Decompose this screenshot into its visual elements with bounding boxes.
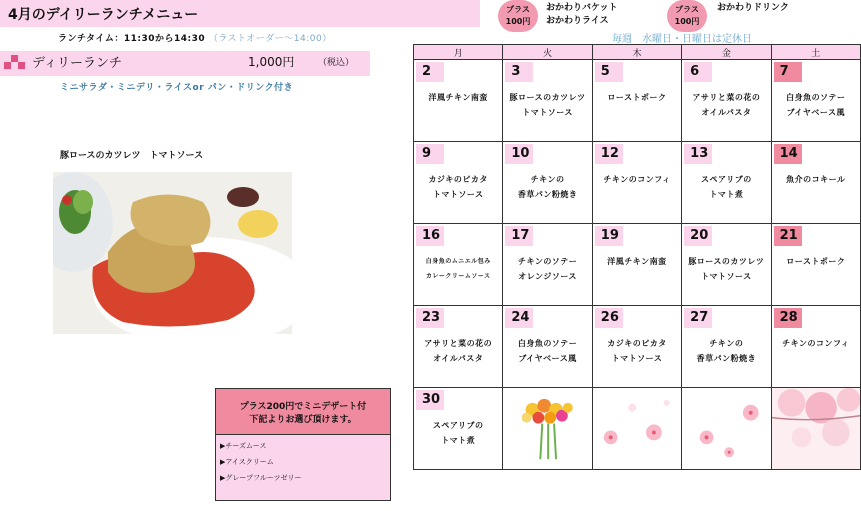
calendar-cell [414,388,503,470]
day-number: 7 [774,62,802,82]
dish-name: 豚ロースのカツレツ トマトソース [509,93,586,117]
day-number: 17 [505,226,533,246]
dish-name: チキンの 香草パン粉焼き [696,339,757,363]
dessert-item: ▶アイスクリーム [220,458,274,466]
calendar-cell [682,306,771,388]
day-number: 23 [416,308,444,328]
dish-name: 白身魚のソテー ブイヤベース風 [517,339,578,363]
dish-name: ローストポーク [786,257,846,266]
day-number: 20 [684,226,712,246]
calendar-cell [771,224,860,306]
refill-item: おかわりバケット [546,3,618,13]
dish-name: 洋風チキン南蛮 [428,93,488,102]
refill-item: おかわりドリンク [717,3,789,13]
dessert-box [215,388,391,501]
day-number: 6 [684,62,712,82]
cherry-blossom-illustration [771,388,860,470]
weekday-header: 土 [771,45,860,60]
day-number: 26 [595,308,623,328]
dish-name: 白身魚のムニエル包み カレークリームソース [425,258,491,280]
flower-bouquet-illustration [503,388,592,470]
daily-includes: ミニサラダ・ミニデリ・ライスor パン・ドリンク付き [60,83,294,93]
day-number: 27 [684,308,712,328]
weekday-header: 火 [503,45,592,60]
weekday-header: 金 [682,45,771,60]
dish-name: 洋風チキン南蛮 [607,257,667,266]
calendar-cell [592,224,681,306]
dish-name: チキンのコンフィ [782,339,850,348]
dish-name: ローストポーク [607,93,667,102]
day-number: 14 [774,144,802,164]
lunch-time [58,31,332,44]
dish-name: チキンのコンフィ [603,175,671,184]
calendar-cell [414,142,503,224]
day-number: 2 [416,62,444,82]
calendar-cell [592,142,681,224]
dessert-heading-line: 下記よりお選び頂けます。 [249,415,357,425]
calendar-cell [771,142,860,224]
dish-name: 白身魚のソテー ブイヤベース風 [786,93,846,117]
dish-photo [53,172,292,334]
dish-name: 豚ロースのカツレツ トマトソース [688,257,765,281]
day-number: 9 [416,144,444,164]
day-number: 13 [684,144,712,164]
calendar-cell [503,306,592,388]
badge-price: 100円 [674,17,700,26]
day-number: 28 [774,308,802,328]
day-number: 24 [505,308,533,328]
dessert-heading [216,389,390,435]
calendar-cell [592,60,681,142]
badge-label: プラス [506,5,530,14]
last-order: （ラストオーダー～14:00） [208,34,332,44]
dish-name: カジキのピカタ トマトソース [428,175,488,199]
refill-list-drink [717,2,789,15]
calendar-cell [414,306,503,388]
dish-name: チキンの 香草パン粉焼き [517,175,578,199]
closed-days-note: 毎週 水曜日・日曜日は定休日 [612,34,752,45]
dessert-heading-line: プラス200円でミニデザート付 [239,402,367,412]
day-number: 5 [595,62,623,82]
lunch-hours: ランチタイム：11:30から14:30 [58,34,206,44]
refill-item: おかわりライス [546,16,609,26]
weekday-header: 月 [414,45,503,60]
daily-lunch-name: ディリーランチ [32,56,122,71]
calendar-cell [771,306,860,388]
calendar-cell [503,224,592,306]
pink-flowers-illustration [682,388,771,470]
calendar-cell [414,60,503,142]
dish-name: カジキのピカタ トマトソース [607,339,667,363]
page-title: 4月のデイリーランチメニュー [8,7,199,23]
checker-icon [4,55,24,69]
photo-caption: 豚ロースのカツレツ トマトソース [60,151,204,161]
calendar-cell [682,60,771,142]
calendar-cell [503,60,592,142]
calendar-cell [503,142,592,224]
lunch-calendar [413,44,861,470]
calendar-cell [414,224,503,306]
calendar-cell [592,306,681,388]
refill-badge-drink [667,0,707,32]
dish-name: スペアリブの トマト煮 [432,421,484,445]
dish-name: 魚介のコキール [786,175,846,184]
calendar-cell [682,224,771,306]
daily-lunch-tax: （税込） [318,58,355,68]
day-number: 16 [416,226,444,246]
dish-name: スペアリブの トマト煮 [701,175,752,199]
refill-list-bread [546,2,618,28]
badge-label: プラス [675,5,699,14]
calendar-cell [771,60,860,142]
dish-name: チキンのソテー オレンジソース [517,257,578,281]
dish-name: アサリと菜の花の オイルパスタ [424,339,493,363]
day-number: 21 [774,226,802,246]
weekday-header: 木 [592,45,681,60]
refill-badge-bread [498,0,538,32]
day-number: 30 [416,390,444,410]
badge-price: 100円 [505,17,531,26]
dish-name: アサリと菜の花の オイルパスタ [692,93,761,117]
day-number: 12 [595,144,623,164]
day-number: 10 [505,144,533,164]
dessert-item: ▶チーズムース [220,442,267,450]
pink-flowers-illustration [592,388,681,470]
day-number: 19 [595,226,623,246]
calendar-cell [682,142,771,224]
dessert-item: ▶グレープフルーツゼリー [220,474,302,482]
daily-lunch-price: 1,000円 [248,55,295,69]
day-number: 3 [505,62,533,82]
